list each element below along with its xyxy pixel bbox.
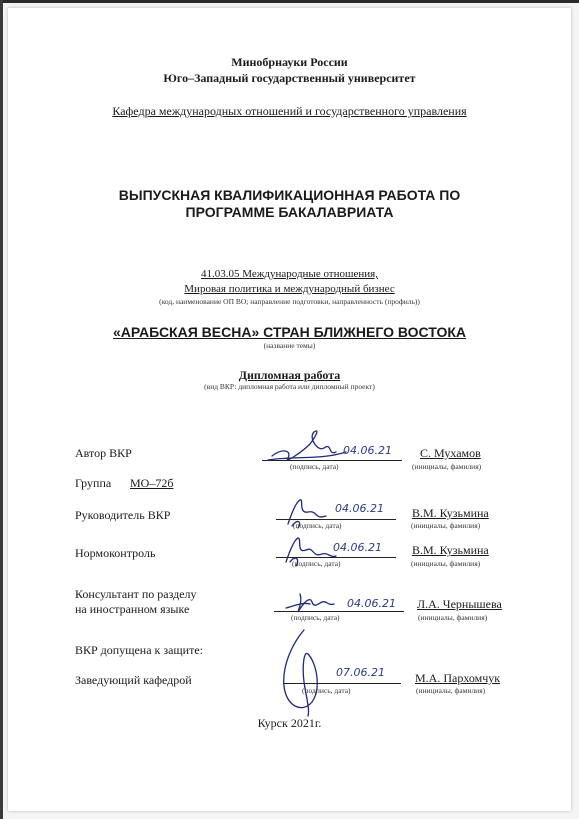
department-name: Кафедра международных отношений и государственного управления xyxy=(112,104,467,118)
university-name: Юго–Западный государственный университет xyxy=(163,71,416,85)
document-title-line2: ПРОГРАММЕ БАКАЛАВРИАТА xyxy=(185,204,394,220)
author-date: 04.06.21 xyxy=(343,444,392,457)
normcontrol-label: Нормоконтроль xyxy=(75,546,156,560)
head-date: 07.06.21 xyxy=(336,666,385,679)
group-value: МО–72б xyxy=(130,476,174,490)
scan-edge-top xyxy=(0,0,579,3)
supervisor-name-caption: (инициалы, фамилия) xyxy=(411,521,481,530)
supervisor-date: 04.06.21 xyxy=(335,502,384,515)
document-title-line1: ВЫПУСКНАЯ КВАЛИФИКАЦИОННАЯ РАБОТА ПО xyxy=(118,187,461,203)
normcontrol-name: В.М. Кузьмина xyxy=(412,543,489,557)
normcontrol-name-caption: (инициалы, фамилия) xyxy=(411,559,481,568)
admitted-label: ВКР допущена к защите: xyxy=(75,643,203,657)
program-profile: Мировая политика и международный бизнес xyxy=(184,283,395,295)
head-name-caption: (инициалы, фамилия) xyxy=(416,686,486,695)
head-sign-caption: (подпись, дата) xyxy=(302,686,351,695)
consultant-sign-caption: (подпись, дата) xyxy=(291,613,340,622)
supervisor-name: В.М. Кузьмина xyxy=(412,506,489,520)
thesis-topic: «АРАБСКАЯ ВЕСНА» СТРАН БЛИЖНЕГО ВОСТОКА xyxy=(112,324,467,340)
city-year: Курск 2021г. xyxy=(257,716,322,730)
normcontrol-date: 04.06.21 xyxy=(333,541,382,554)
ministry-name: Минобрнауки России xyxy=(231,55,348,69)
supervisor-label: Руководитель ВКР xyxy=(75,508,171,522)
author-label: Автор ВКР xyxy=(75,446,132,460)
head-label: Заведующий кафедрой xyxy=(75,673,192,687)
group-label: Группа xyxy=(75,476,112,490)
work-type: Дипломная работа xyxy=(238,368,341,382)
scan-edge-left xyxy=(0,0,3,819)
topic-caption: (название темы) xyxy=(263,341,316,350)
program-caption: (код, наименование ОП ВО; направление подготовки, направленность (профиль)) xyxy=(159,297,420,306)
program-code: 41.03.05 Международные отношения, xyxy=(201,268,378,280)
author-name-caption: (инициалы, фамилия) xyxy=(412,462,482,471)
consultant-label-line1: Консультант по разделу xyxy=(75,587,197,601)
supervisor-sign-caption: (подпись, дата) xyxy=(293,521,342,530)
head-signature xyxy=(274,626,334,718)
consultant-name-caption: (инициалы, фамилия) xyxy=(418,613,488,622)
consultant-name: Л.А. Чернышева xyxy=(417,597,502,611)
head-name: М.А. Пархомчук xyxy=(415,671,501,685)
consultant-date: 04.06.21 xyxy=(347,597,396,610)
normcontrol-sign-caption: (подпись, дата) xyxy=(292,559,341,568)
author-sign-caption: (подпись, дата) xyxy=(290,462,339,471)
consultant-label-line2: на иностранном языке xyxy=(75,602,190,616)
work-type-caption: (вид ВКР: дипломная работа или дипломный проект) xyxy=(204,382,375,391)
author-name: С. Мухамов xyxy=(420,446,481,460)
